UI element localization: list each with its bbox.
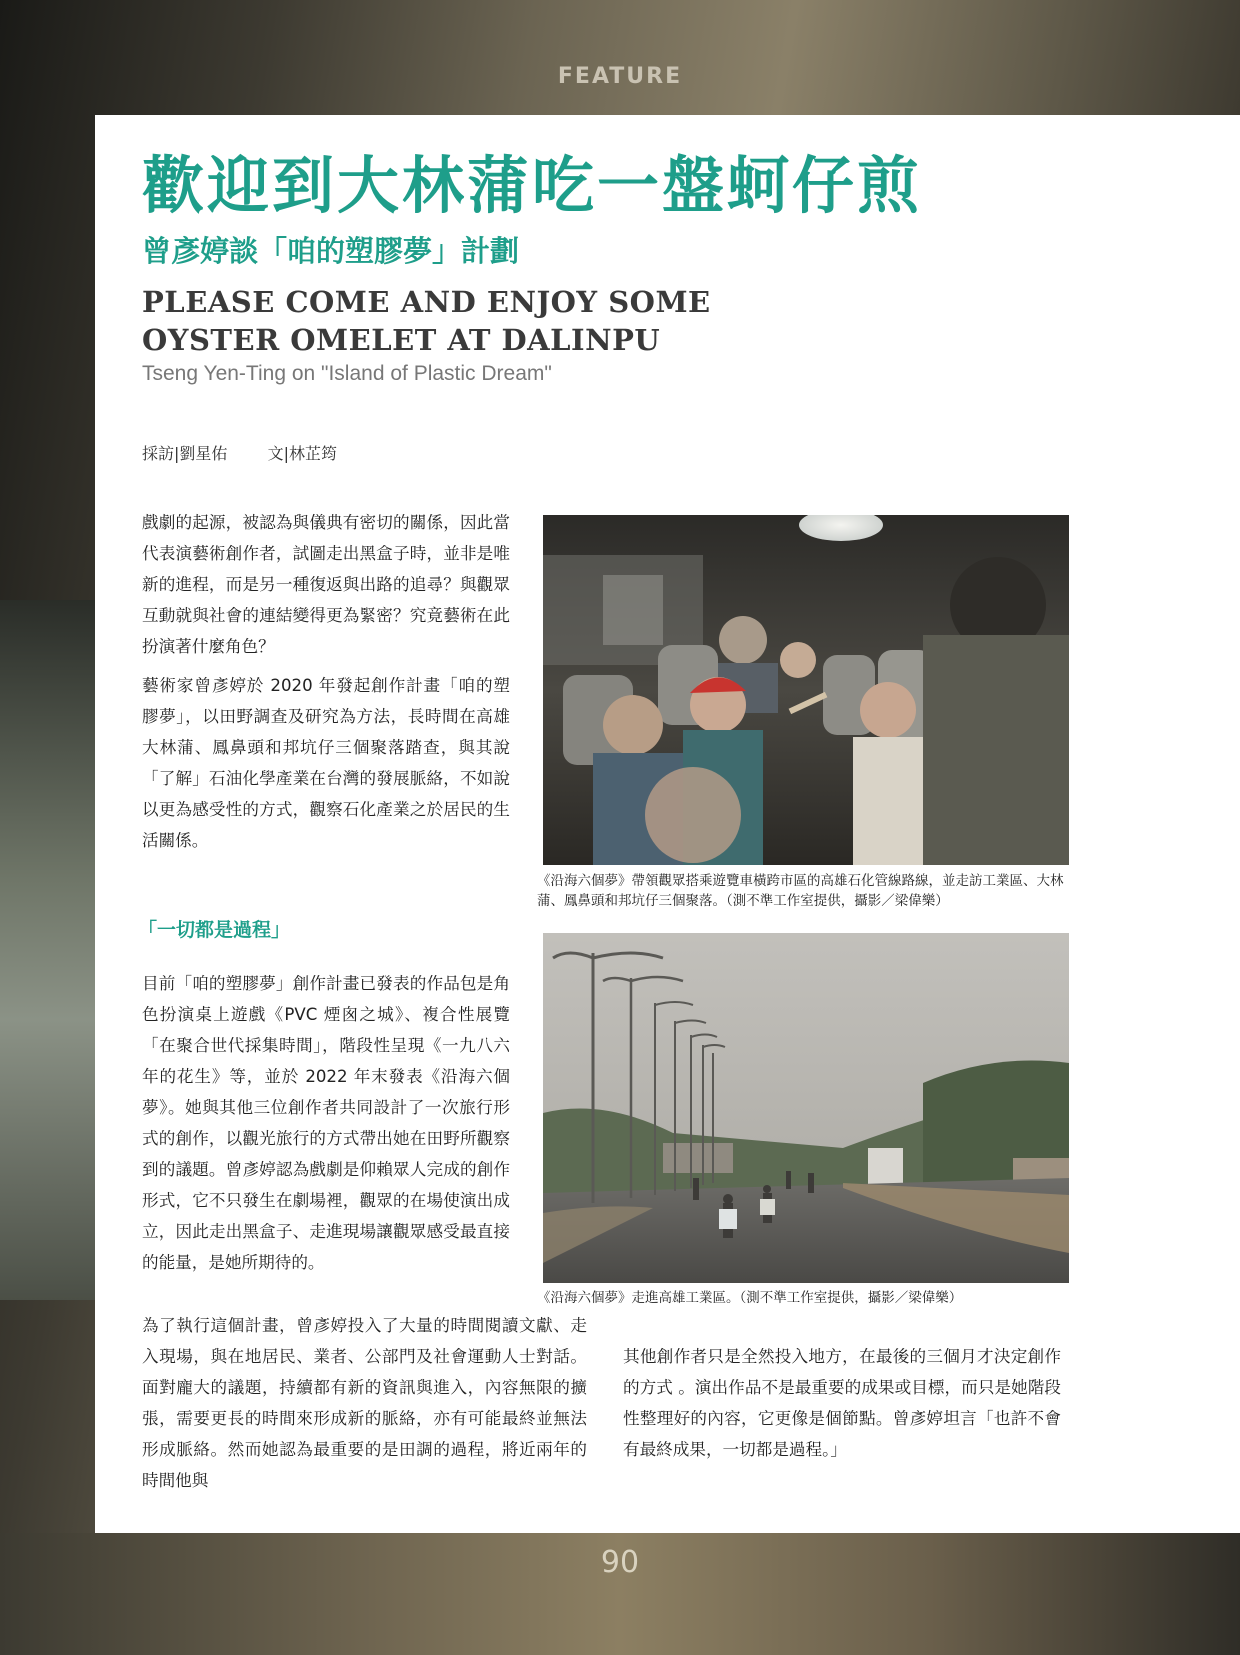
article-page (95, 115, 1240, 1533)
body-paragraph: 目前「咱的塑膠夢」創作計畫已發表的作品包是角色扮演桌上遊戲《PVC 煙囪之城》、複合性展覽「在聚合世代採集時間」，階段性呈現《一九八六年的花生》等，並於 2022 年末發表《沿海六個夢》。她與其他三位創作者共同設計了一次旅行形式的創作，以觀光旅行的方式帶出她在田野所觀察到的議題。曾彥婷認為戲劇是仰賴眾人完成的創作形式，它不只發生在劇場裡，觀眾的在場使演出成立，因此走出黑盒子、走進現場讓觀眾感受最直接的能量，是她所期待的。 (142, 974, 510, 1272)
photo-caption: 《沿海六個夢》帶領觀眾搭乘遊覽車橫跨市區的高雄石化管線路線，並走訪工業區、大林蒲、鳳鼻頭和邦坑仔三個聚落。（測不準工作室提供，攝影／梁偉樂） (537, 873, 1064, 909)
body-column-intro (142, 507, 510, 864)
article-subtitle-zh: 曾彥婷談「咱的塑膠夢」計劃 (142, 234, 520, 268)
section-heading: 「一切都是過程」 (138, 919, 291, 941)
article-title-zh: 歡迎到大林蒲吃一盤蚵仔煎 (142, 149, 923, 222)
section-label: FEATURE (557, 64, 683, 89)
byline-writer: 文|林芷筠 (267, 444, 337, 463)
article-title-en (142, 283, 711, 359)
byline-interview: 採訪|劉星佑 (142, 444, 228, 463)
photo-industrial-road (543, 933, 1069, 1283)
byline (142, 441, 337, 464)
body-column-main (142, 968, 510, 1286)
photo-bus-interior-illustration (543, 515, 1069, 865)
body-column-bottom-right (623, 1341, 1061, 1473)
article-title-en-line1: PLEASE COME AND ENJOY SOME (142, 285, 711, 319)
page-number: 90 (600, 1545, 640, 1580)
article-title-en-line2: OYSTER OMELET AT DALINPU (142, 323, 661, 357)
photo-bus-interior (543, 515, 1069, 865)
body-paragraph: 藝術家曾彥婷於 2020 年發起創作計畫「咱的塑膠夢」，以田野調查及研究為方法，長時間在高雄大林蒲、鳳鼻頭和邦坑仔三個聚落踏查，與其說「了解」石油化學產業在台灣的發展脈絡，不如說以更為感受性的方式，觀察石化產業之於居民的生活關係。 (142, 676, 510, 850)
body-paragraph: 其他創作者只是全然投入地方，在最後的三個月才決定創作的方式 。演出作品不是最重要的成果或目標，而只是她階段性整理好的內容，它更像是個節點。曾彥婷坦言「也許不會有最終成果，一切都是過程。」 (623, 1347, 1061, 1459)
photo-industrial-road-illustration (543, 933, 1069, 1283)
body-paragraph: 戲劇的起源，被認為與儀典有密切的關係，因此當代表演藝術創作者，試圖走出黑盒子時，並非是唯新的進程，而是另一種復返與出路的追尋？與觀眾互動就與社會的連結變得更為緊密？究竟藝術在此扮演著什麼角色？ (142, 513, 510, 656)
article-subtitle-en: Tseng Yen-Ting on "Island of Plastic Dream" (142, 362, 552, 385)
photo-caption: 《沿海六個夢》走進高雄工業區。（測不準工作室提供，攝影／梁偉樂） (537, 1290, 963, 1306)
body-paragraph: 為了執行這個計畫，曾彥婷投入了大量的時間閱讀文獻、走入現場，與在地居民、業者、公部門及社會運動人士對話。面對龐大的議題，持續都有新的資訊與進入，內容無限的擴張，需要更長的時間來形成新的脈絡，亦有可能最終並無法形成脈絡。然而她認為最重要的是田調的過程，將近兩年的時間他與 (142, 1316, 587, 1490)
background-left-glow (0, 600, 95, 1300)
body-column-bottom-left (142, 1310, 587, 1504)
